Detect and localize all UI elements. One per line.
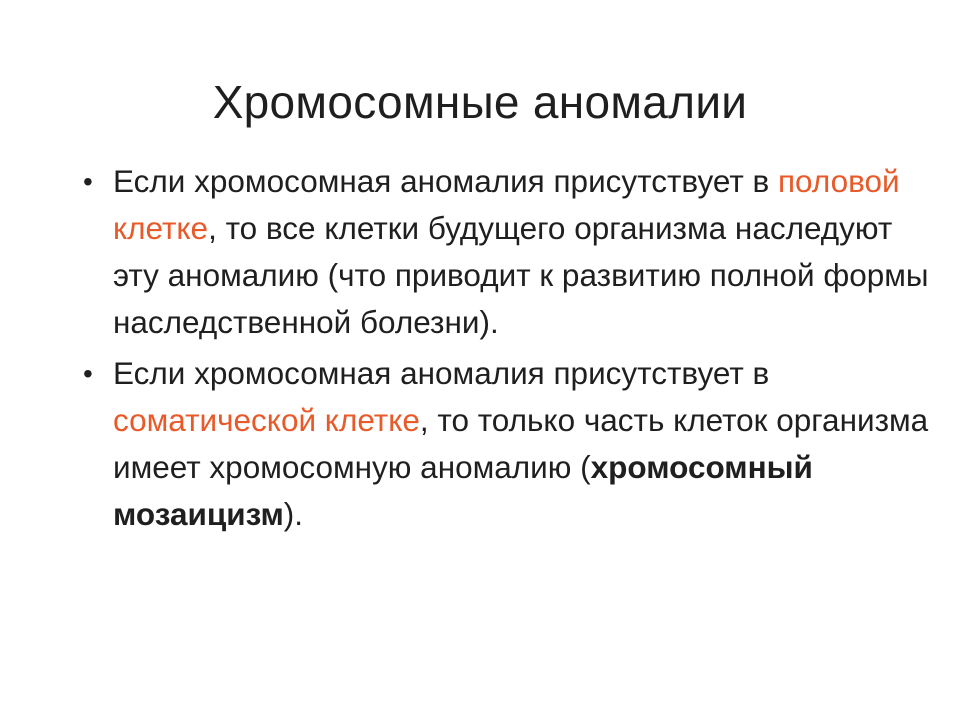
bullet-text-part: , то только часть клеток организма имеет хромосомную аномалию ( [113,402,929,485]
highlight-germ-cell: половой клетке [113,163,900,246]
bullet-item-somatic-cell [80,350,930,538]
slide-title: Хромосомные аномалии [212,76,748,128]
bullet-mark: • [83,166,93,197]
bullet-mark: • [83,358,93,389]
bullet-text-part: ). [283,496,303,532]
bullet-item-germ-cell [80,158,930,346]
bullet-text-part: Если хромосомная аномалия присутствует в [113,355,770,391]
highlight-somatic-cell: соматической клетке [113,402,420,438]
bullet-text-part: Если хромосомная аномалия присутствует в [113,163,778,199]
bold-term-mosaicism: хромосомный мозаицизм [113,449,813,532]
bullet-text-part: , то все клетки будущего организма наследуют эту аномалию (что приводит к развитию полной формы наследственной болезни). [113,210,929,340]
bullet-list [80,158,930,542]
